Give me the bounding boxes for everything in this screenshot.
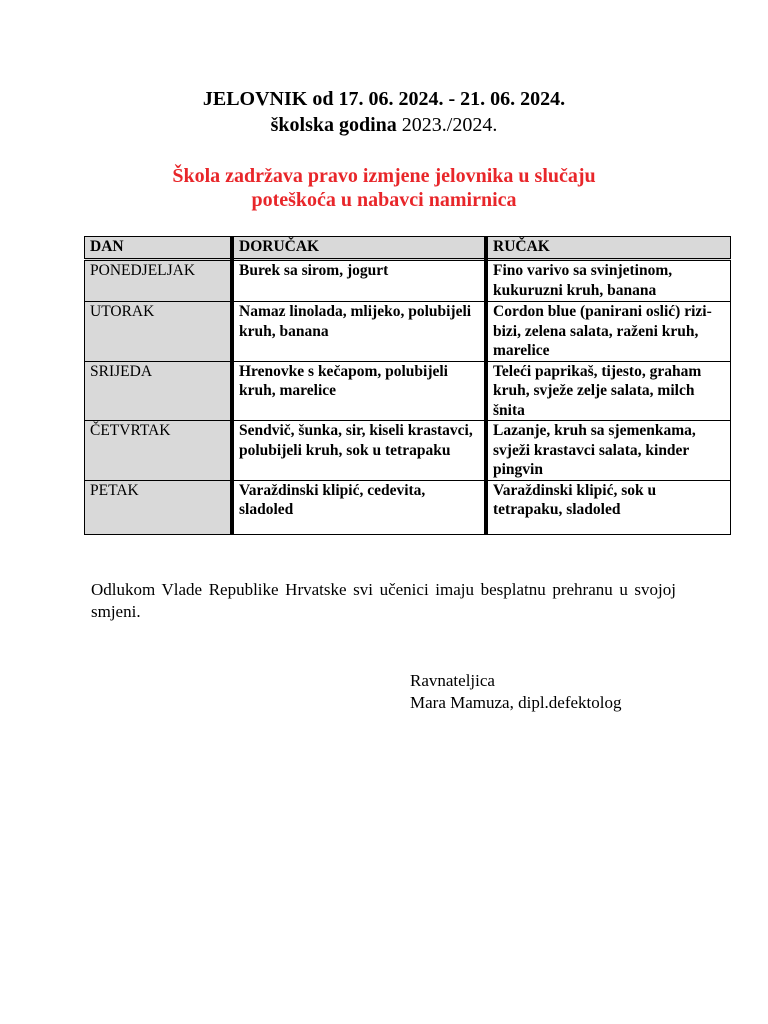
header-day: DAN <box>85 237 233 260</box>
header-breakfast: DORUČAK <box>232 237 486 260</box>
table-row <box>85 260 731 302</box>
menu-table <box>84 236 731 535</box>
lunch-cell: Lazanje, kruh sa sjemenkama, svježi krastavci salata, kinder pingvin <box>486 421 731 481</box>
warning-line-1: Škola zadržava pravo izmjene jelovnika u slučaju <box>172 165 596 187</box>
signature-name: Mara Mamuza, dipl.defektolog <box>410 693 622 712</box>
table-header-row <box>85 237 731 260</box>
menu-title: JELOVNIK od 17. 06. 2024. - 21. 06. 2024. <box>202 88 566 110</box>
breakfast-cell: Sendvič, šunka, sir, kiseli krastavci, polubijeli kruh, sok u tetrapaku <box>232 421 486 481</box>
signature-role: Ravnateljica <box>410 671 495 690</box>
breakfast-cell: Hrenovke s kečapom, polubijeli kruh, marelice <box>232 361 486 421</box>
school-year-label: školska godina <box>270 114 397 136</box>
day-cell: UTORAK <box>85 302 233 362</box>
lunch-cell: Teleći paprikaš, tijesto, graham kruh, svježe zelje salata, milch šnita <box>486 361 731 421</box>
warning-line-2: poteškoća u nabavci namirnica <box>251 189 517 211</box>
table-row <box>85 302 731 362</box>
lunch-cell: Varaždinski klipić, sok u tetrapaku, sladoled <box>486 480 731 534</box>
breakfast-cell: Varaždinski klipić, cedevita, sladoled <box>232 480 486 534</box>
table-row <box>85 480 731 534</box>
government-notice: Odlukom Vlade Republike Hrvatske svi učenici imaju besplatnu prehranu u svojoj smjeni. <box>91 580 676 621</box>
day-cell: SRIJEDA <box>85 361 233 421</box>
lunch-cell: Fino varivo sa svinjetinom, kukuruzni kruh, banana <box>486 260 731 302</box>
breakfast-cell: Burek sa sirom, jogurt <box>232 260 486 302</box>
table-row <box>85 421 731 481</box>
day-cell: PETAK <box>85 480 233 534</box>
day-cell: PONEDJELJAK <box>85 260 233 302</box>
header-lunch: RUČAK <box>486 237 731 260</box>
school-year <box>0 113 768 137</box>
school-year-value: 2023./2024. <box>401 114 498 136</box>
lunch-cell: Cordon blue (panirani oslić) rizi-bizi, zelena salata, raženi kruh, marelice <box>486 302 731 362</box>
day-cell: ČETVRTAK <box>85 421 233 481</box>
breakfast-cell: Namaz linolada, mlijeko, polubijeli kruh, banana <box>232 302 486 362</box>
table-row <box>85 361 731 421</box>
